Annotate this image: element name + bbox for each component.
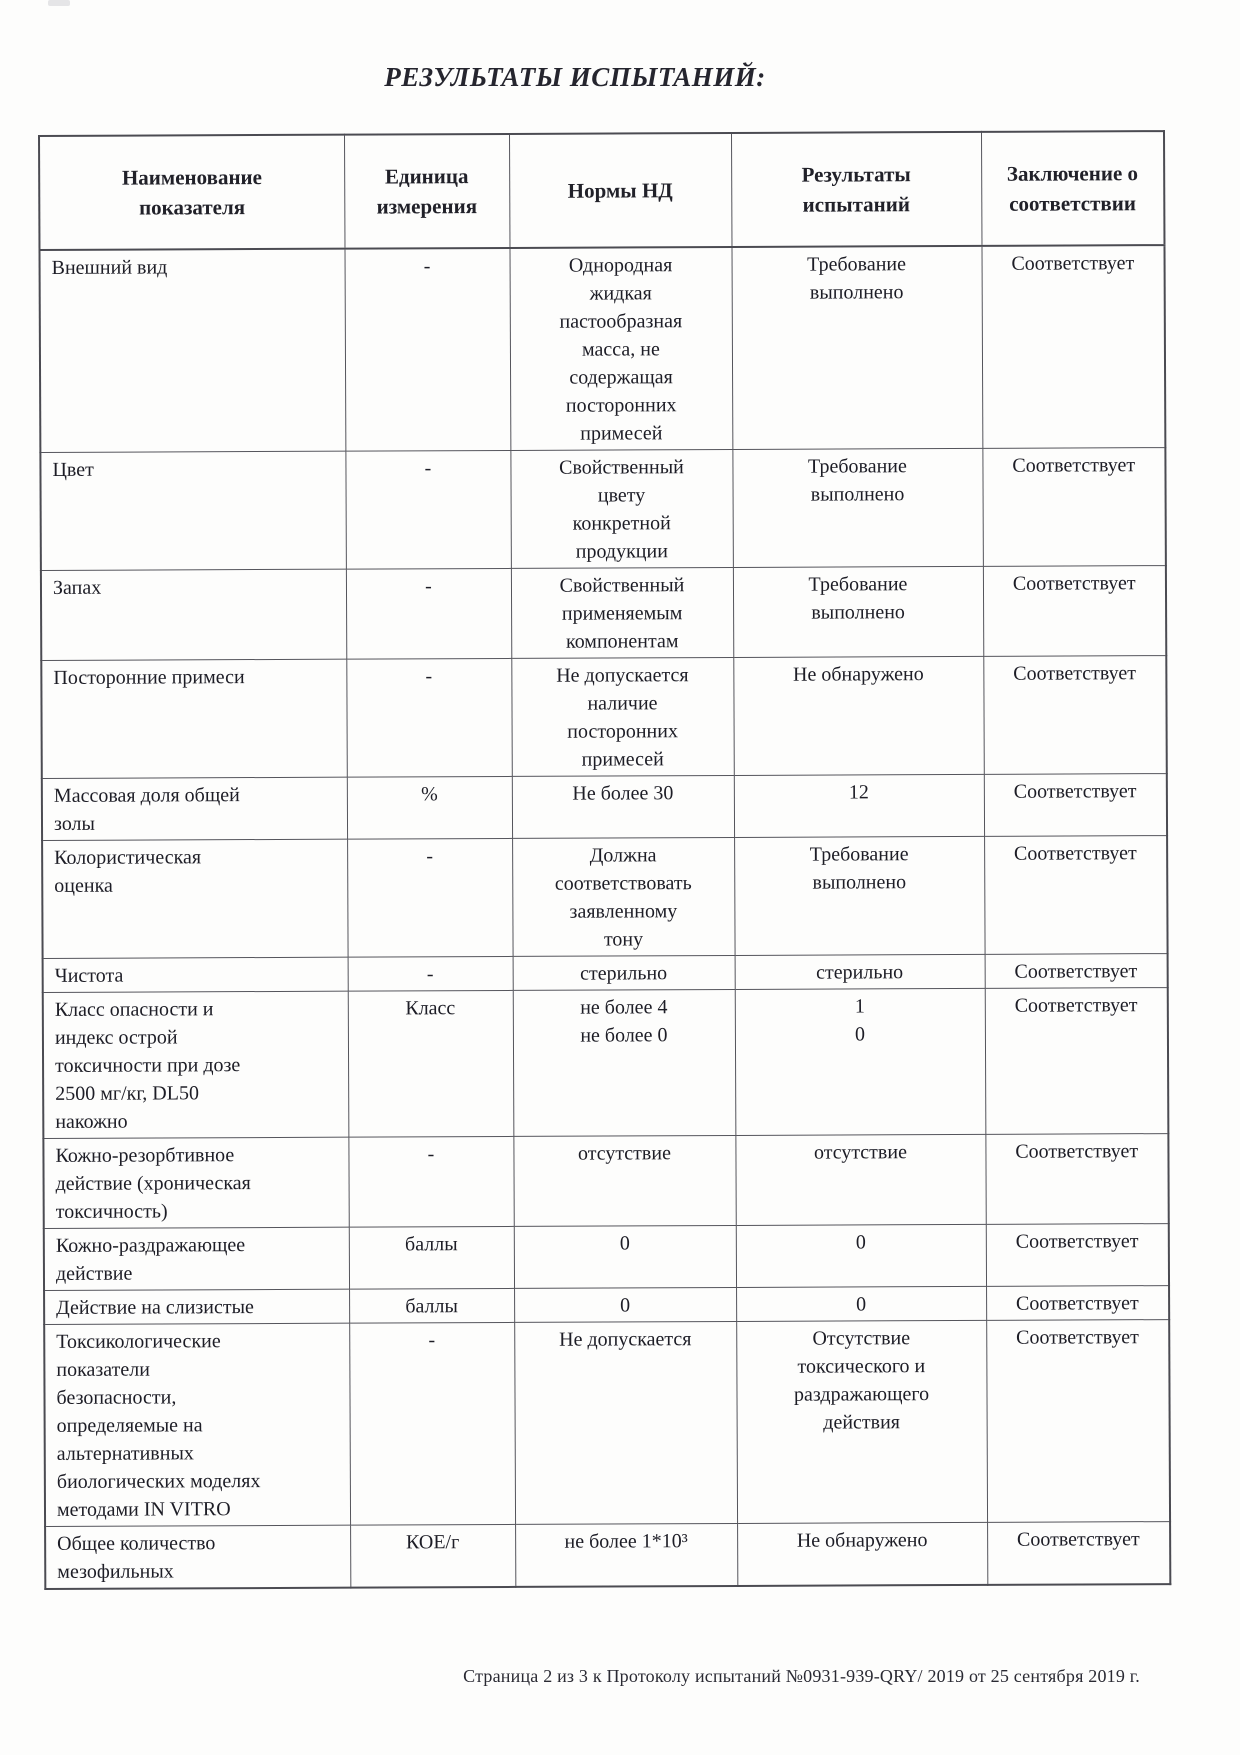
cell-conclusion: Соответствует bbox=[986, 1286, 1169, 1321]
cell-name: Чистота bbox=[43, 957, 348, 992]
cell-unit: КОЕ/г bbox=[350, 1524, 515, 1587]
col-header-unit: Единица измерения bbox=[344, 134, 509, 249]
cell-norm: 0 bbox=[514, 1225, 736, 1288]
cell-norm: Свойственный цвету конкретной продукции bbox=[510, 449, 733, 568]
cell-conclusion: Соответствует bbox=[982, 448, 1166, 567]
scan-artifact bbox=[48, 0, 70, 6]
cell-name: Массовая доля общей золы bbox=[42, 777, 347, 840]
page-footer: Страница 2 из 3 к Протоколу испытаний №0931-939-QRY/ 2019 от 25 сентября 2019 г. bbox=[463, 1666, 1140, 1686]
results-table-wrap bbox=[38, 130, 1172, 1590]
cell-norm: Должна соответствовать заявленному тону bbox=[512, 837, 735, 956]
results-table bbox=[38, 130, 1171, 1590]
cell-unit: - bbox=[346, 568, 511, 659]
table-row bbox=[42, 836, 1168, 959]
table-row bbox=[43, 1134, 1168, 1229]
table-row bbox=[40, 245, 1166, 452]
cell-unit: Класс bbox=[348, 990, 514, 1137]
cell-name: Запах bbox=[41, 569, 346, 660]
cell-conclusion: Соответствует bbox=[984, 774, 1167, 837]
cell-unit: - bbox=[348, 956, 513, 991]
table-row bbox=[44, 1286, 1169, 1325]
table-row bbox=[41, 656, 1167, 779]
cell-result: 0 bbox=[736, 1224, 986, 1287]
cell-norm: 0 bbox=[514, 1287, 736, 1322]
cell-norm: стерильно bbox=[513, 955, 735, 990]
table-row bbox=[44, 1224, 1169, 1291]
cell-name: Кожно-резорбтивное действие (хроническая токсичность) bbox=[43, 1137, 348, 1228]
cell-result: Требование выполнено bbox=[732, 448, 983, 567]
cell-conclusion: Соответствует bbox=[987, 1522, 1170, 1585]
table-row bbox=[41, 566, 1166, 661]
cell-name: Кожно-раздражающее действие bbox=[44, 1227, 349, 1290]
cell-result: Требование выполнено bbox=[731, 246, 982, 450]
cell-conclusion: Соответствует bbox=[985, 1134, 1168, 1225]
cell-unit: - bbox=[346, 658, 512, 777]
cell-unit: - bbox=[349, 1322, 515, 1525]
col-header-conclusion: Заключение о соответствии bbox=[981, 131, 1164, 246]
cell-conclusion: Соответствует bbox=[983, 566, 1166, 657]
cell-norm: не более 4 не более 0 bbox=[513, 989, 736, 1136]
cell-norm: отсутствие bbox=[513, 1135, 735, 1226]
cell-norm: Не допускается наличие посторонних примесей bbox=[511, 657, 734, 776]
cell-conclusion: Соответствует bbox=[981, 245, 1165, 448]
cell-conclusion: Соответствует bbox=[985, 988, 1169, 1135]
header-row bbox=[39, 131, 1164, 250]
cell-result: отсутствие bbox=[735, 1134, 985, 1225]
cell-unit: % bbox=[347, 776, 512, 839]
results-table-body bbox=[40, 245, 1171, 1589]
table-row bbox=[44, 1320, 1170, 1527]
cell-result: 1 0 bbox=[735, 988, 986, 1135]
cell-norm: Не допускается bbox=[514, 1321, 737, 1524]
cell-name: Цвет bbox=[40, 451, 346, 570]
cell-unit: - bbox=[345, 450, 511, 569]
cell-name: Колористическая оценка bbox=[42, 839, 348, 958]
table-row bbox=[43, 954, 1168, 993]
results-table-head bbox=[39, 131, 1164, 250]
cell-conclusion: Соответствует bbox=[984, 836, 1168, 955]
table-row bbox=[40, 448, 1166, 571]
cell-unit: - bbox=[344, 248, 510, 451]
cell-unit: баллы bbox=[349, 1288, 514, 1323]
cell-name: Внешний вид bbox=[40, 249, 346, 453]
cell-result: 0 bbox=[736, 1286, 986, 1321]
cell-name: Токсикологические показатели безопасности, определяемые на альтернативных биологических моделях методами IN VITRO bbox=[44, 1323, 350, 1526]
col-header-result: Результаты испытаний bbox=[731, 132, 981, 247]
col-header-parameter: Наименование показателя bbox=[39, 135, 344, 250]
cell-result: Требование выполнено bbox=[733, 566, 983, 657]
cell-result: Отсутствие токсического и раздражающего действия bbox=[736, 1320, 987, 1523]
table-row bbox=[45, 1522, 1170, 1589]
cell-result: Требование выполнено bbox=[734, 836, 985, 955]
cell-name: Действие на слизистые bbox=[44, 1289, 349, 1324]
cell-norm: не более 1*10³ bbox=[515, 1523, 737, 1586]
cell-name: Общее количество мезофильных bbox=[45, 1525, 350, 1589]
cell-conclusion: Соответствует bbox=[986, 1224, 1169, 1287]
page-title: РЕЗУЛЬТАТЫ ИСПЫТАНИЙ: bbox=[384, 62, 766, 92]
cell-name: Посторонние примеси bbox=[41, 659, 347, 778]
cell-unit: - bbox=[348, 1136, 513, 1227]
cell-result: стерильно bbox=[735, 954, 985, 989]
cell-norm: Однородная жидкая пастообразная масса, не содержащая посторонних примесей bbox=[509, 247, 732, 450]
cell-result: Не обнаружено bbox=[733, 656, 984, 775]
cell-norm: Свойственный применяемым компонентам bbox=[511, 567, 733, 658]
col-header-norm: Нормы НД bbox=[509, 133, 731, 248]
cell-result: Не обнаружено bbox=[737, 1522, 987, 1586]
cell-result: 12 bbox=[734, 774, 984, 837]
cell-unit: баллы bbox=[349, 1226, 514, 1289]
cell-name: Класс опасности и индекс острой токсичности при дозе 2500 мг/кг, DL50 накожно bbox=[43, 991, 349, 1138]
table-row bbox=[43, 988, 1169, 1139]
cell-conclusion: Соответствует bbox=[983, 656, 1167, 775]
table-row bbox=[42, 774, 1167, 841]
cell-norm: Не более 30 bbox=[512, 775, 734, 838]
cell-conclusion: Соответствует bbox=[986, 1320, 1170, 1523]
cell-unit: - bbox=[347, 838, 513, 957]
cell-conclusion: Соответствует bbox=[985, 954, 1168, 989]
